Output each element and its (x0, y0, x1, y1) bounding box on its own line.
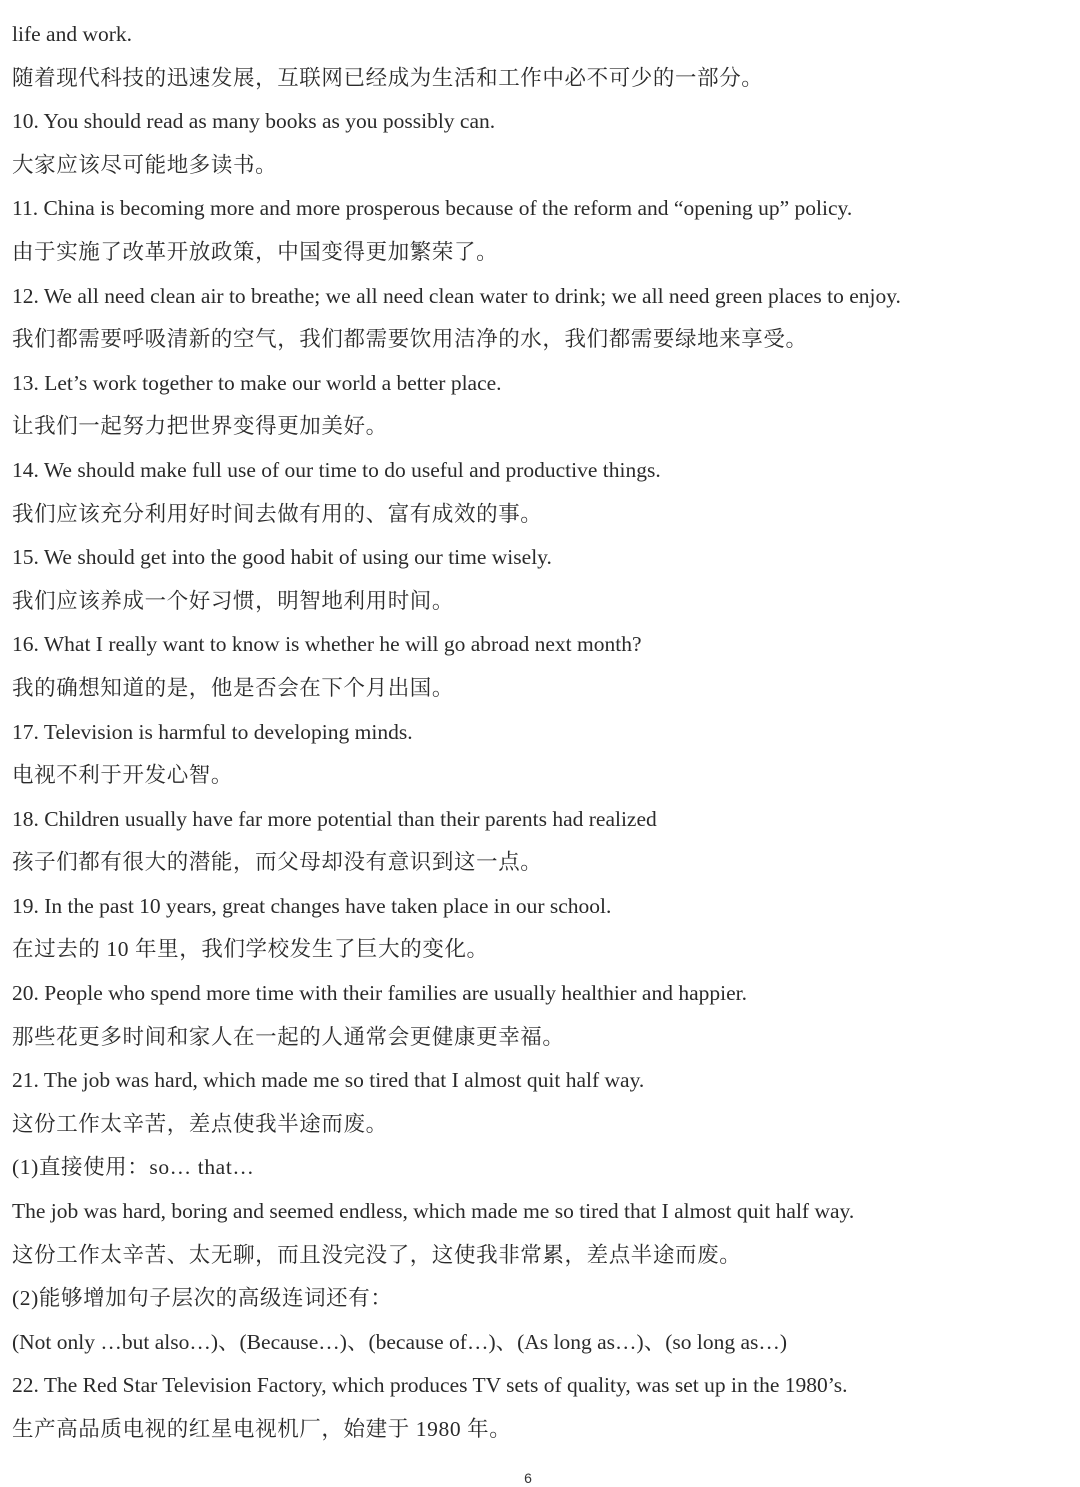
text-line: life and work. (12, 22, 133, 46)
text-line: 16. What I really want to know is whether he will go abroad next month? (12, 632, 642, 657)
text-line: 15. We should get into the good habit of using our time wisely. (12, 545, 552, 570)
text-line: 我们应该充分利用好时间去做有用的、富有成效的事。 (12, 501, 543, 526)
text-line: 20. People who spend more time with their families are usually healthier and happier. (12, 981, 747, 1006)
page-number: 6 (524, 1470, 532, 1486)
text-line: (2)能够增加句子层次的高级连词还有： (12, 1286, 393, 1311)
text-line: 17. Television is harmful to developing minds. (12, 719, 413, 744)
text-line: 14. We should make full use of our time to do useful and productive things. (12, 457, 661, 482)
text-line: 那些花更多时间和家人在一起的人通常会更健康更幸福。 (12, 1024, 565, 1049)
text-line: 我们应该养成一个好习惯，明智地利用时间。 (12, 588, 455, 613)
text-line: 孩子们都有很大的潜能，而父母却没有意识到这一点。 (12, 850, 543, 875)
text-line: 由于实施了改革开放政策，中国变得更加繁荣了。 (12, 239, 499, 264)
text-line: (Not only …but also…)、(Because…)、(because of…)、(As long as…)、(so long as…) (12, 1329, 788, 1354)
document-body (12, 13, 1068, 1452)
text-line: 我们都需要呼吸清新的空气，我们都需要饮用洁净的水，我们都需要绿地来享受。 (12, 327, 808, 352)
text-line: 19. In the past 10 years, great changes have taken place in our school. (12, 893, 612, 918)
text-line: 大家应该尽可能地多读书。 (12, 152, 278, 177)
text-line: 10. You should read as many books as you possibly can. (12, 109, 496, 134)
text-line: 这份工作太辛苦、太无聊，而且没完没了，这使我非常累，差点半途而废。 (12, 1242, 742, 1267)
text-line: (1)直接使用：so… that… (12, 1155, 255, 1180)
text-line: 我的确想知道的是，他是否会在下个月出国。 (12, 675, 455, 700)
text-line: 这份工作太辛苦，差点使我半途而废。 (12, 1111, 388, 1136)
text-line: 电视不利于开发心智。 (12, 763, 234, 788)
text-line: 生产高品质电视的红星电视机厂，始建于 1980 年。 (12, 1417, 512, 1441)
text-line: 随着现代科技的迅速发展，互联网已经成为生活和工作中必不可少的一部分。 (12, 65, 764, 90)
text-line: 12. We all need clean air to breathe; we all need clean water to drink; we all need green places to enjoy. (12, 283, 901, 308)
text-line: 13. Let’s work together to make our world a better place. (12, 370, 502, 395)
text-line: The job was hard, boring and seemed endless, which made me so tired that I almost quit half way. (12, 1199, 855, 1224)
text-line: 18. Children usually have far more potential than their parents had realized (12, 806, 657, 831)
text-line: 让我们一起努力把世界变得更加美好。 (12, 414, 388, 439)
text-line: 22. The Red Star Television Factory, which produces TV sets of quality, was set up in the 1980’s. (12, 1373, 848, 1398)
text-line: 在过去的 10 年里，我们学校发生了巨大的变化。 (12, 937, 489, 962)
text-line: 21. The job was hard, which made me so tired that I almost quit half way. (12, 1068, 645, 1093)
text-line: 11. China is becoming more and more prosperous because of the reform and “opening up” policy. (12, 196, 853, 221)
